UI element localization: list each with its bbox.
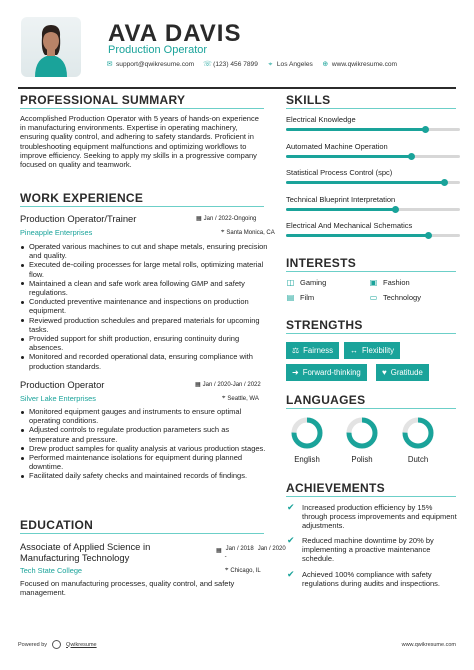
location-icon: ⌖ <box>268 61 273 68</box>
skill-label: Automated Machine Operation <box>286 142 388 151</box>
shopping-bag-icon: ▣ <box>369 278 378 287</box>
check-badge-icon: ✔ <box>287 535 295 545</box>
pin-icon: ⌖ <box>225 567 229 573</box>
language-level-ring <box>290 416 324 450</box>
email-icon: ✉ <box>106 61 113 68</box>
school-name: Tech State College <box>20 566 83 575</box>
language-level-ring <box>401 416 435 450</box>
skill-bar-fill <box>286 181 444 184</box>
skill-item <box>286 115 460 131</box>
skill-bar-dot <box>392 206 399 213</box>
job-company: Pineapple Enterprises <box>20 228 93 237</box>
achievement-item: ✔ Achieved 100% compliance with safety regulations during audits and inspections. <box>287 569 441 589</box>
job-bullet: Provided support for shift production, ensuring continuity during absences. <box>20 334 268 352</box>
interests-rule <box>286 271 456 272</box>
candidate-name: AVA DAVIS <box>108 20 242 47</box>
achievement-item: ✔ Reduced machine downtime by 20% by implementing a proactive maintenance schedule. <box>287 535 434 564</box>
education-text: Focused on manufacturing processes, quality control, and safety management. <box>20 579 235 598</box>
strength-tag: ♥ Gratitude <box>376 364 429 381</box>
calendar-icon: ▦ <box>216 548 222 554</box>
globe-icon: ⊕ <box>322 61 329 68</box>
summary-heading: PROFESSIONAL SUMMARY <box>20 93 186 107</box>
skill-label: Electrical And Mechanical Schematics <box>286 221 413 230</box>
job-bullet: Monitored equipment gauges and instruments to ensure optimal operating conditions. <box>20 407 268 425</box>
footer <box>18 640 456 649</box>
job-bullet: Executed de-coiling processes for large metal rolls, optimizing material flow. <box>20 260 268 278</box>
scale-icon: ⚖ <box>292 346 300 355</box>
job-bullet: Conducted preventive maintenance and inspections on production equipment. <box>20 297 268 315</box>
summary-text: Accomplished Production Operator with 5 years of hands-on experience in manufacturing environments. Expertise in operating machinery, ensuring quality control, and adhering to safety standards. Proficient in troubleshooting equipment malfunctions and optimizing workflows to improve efficiency. Seeking to apply my skills in a progressive company focused on quality and teamwork. <box>20 114 259 170</box>
language-label: Dutch <box>407 455 429 464</box>
language-label: Polish <box>351 455 373 464</box>
contact-phone[interactable]: ☏ (123) 456 7899 <box>203 61 258 68</box>
strength-tag: ⚖ Fairness <box>286 342 339 359</box>
strengths-rule <box>286 333 456 334</box>
interest-item: ▤ Film <box>286 293 315 302</box>
contact-location: ⌖ Los Angeles <box>268 61 313 68</box>
qwikresume-logo-icon <box>52 640 61 649</box>
skill-item <box>286 221 460 237</box>
check-badge-icon: ✔ <box>287 502 295 512</box>
degree-title: Associate of Applied Science in Manufacturing Technology <box>20 541 151 563</box>
interests-heading: INTERESTS <box>286 256 357 270</box>
job-company: Silver Lake Enterprises <box>20 394 96 403</box>
powered-by <box>18 640 97 649</box>
interest-item: ▭ Technology <box>369 293 421 302</box>
skill-bar-dot <box>441 179 448 186</box>
skill-bar <box>286 234 460 237</box>
contact-email[interactable]: ✉ support@qwikresume.com <box>106 61 195 68</box>
skill-bar <box>286 181 460 184</box>
language-item <box>398 416 438 464</box>
contact-bar <box>106 61 397 68</box>
summary-rule <box>20 108 264 109</box>
language-level-ring <box>345 416 379 450</box>
calendar-icon: ▦ <box>196 216 202 222</box>
job-bullet: Operated various machines to cut and shape metals, ensuring precision and quality. <box>20 242 268 260</box>
school-location: ⌖ Chicago, IL <box>225 567 261 574</box>
phone-icon: ☏ <box>203 61 212 68</box>
film-icon: ▤ <box>286 293 295 302</box>
skill-label: Statistical Process Control (spc) <box>286 168 393 177</box>
skill-item <box>286 142 460 158</box>
skill-label: Technical Blueprint Interpretation <box>286 195 396 204</box>
achievement-item: ✔ Increased production efficiency by 15% through process improvements and equipment adjustments. <box>287 502 457 531</box>
job-bullet: Monitored and recorded operational data, ensuring compliance with production standards. <box>20 352 268 370</box>
job-location: ⌖ Santa Monica, CA <box>221 229 275 236</box>
calendar-icon: ▦ <box>195 382 201 388</box>
arrow-right-icon: ➜ <box>292 368 299 377</box>
powered-label: Powered by <box>18 641 48 648</box>
job-bullet: Maintained a clean and safe work area following GMP and safety regulations. <box>20 279 268 297</box>
job-bullets <box>20 242 268 371</box>
job-bullets <box>20 407 268 481</box>
job-bullet: Reviewed production schedules and prepared materials for upcoming tasks. <box>20 316 268 334</box>
footer-site-link[interactable]: www.qwikresume.com <box>401 641 456 648</box>
experience-heading: WORK EXPERIENCE <box>20 191 144 205</box>
skill-bar-fill <box>286 234 429 237</box>
pin-icon: ⌖ <box>221 229 225 235</box>
education-heading: EDUCATION <box>20 518 94 532</box>
skill-bar-fill <box>286 208 396 211</box>
job-title: Production Operator/Trainer <box>20 213 137 224</box>
header-divider <box>18 87 456 89</box>
language-label: English <box>294 455 320 464</box>
skill-item <box>286 195 460 211</box>
skill-bar <box>286 155 460 158</box>
arrows-icon: ↔ <box>350 346 358 355</box>
job-bullet: Performed maintenance isolations for equipment during planned downtime. <box>20 453 268 471</box>
languages-heading: LANGUAGES <box>286 393 366 407</box>
languages-rule <box>286 408 456 409</box>
gamepad-icon: ◫ <box>286 278 295 287</box>
experience-rule <box>20 206 264 207</box>
language-item <box>287 416 327 464</box>
interest-item: ◫ Gaming <box>286 278 327 287</box>
skills-heading: SKILLS <box>286 93 331 107</box>
skill-bar <box>286 208 460 211</box>
pin-icon: ⌖ <box>222 395 226 401</box>
skill-bar-fill <box>286 155 411 158</box>
achievements-rule <box>286 496 456 497</box>
laptop-icon: ▭ <box>369 293 378 302</box>
job-title: Production Operator <box>20 379 105 390</box>
interest-item: ▣ Fashion <box>369 278 410 287</box>
strengths-heading: STRENGTHS <box>286 318 363 332</box>
job-location: ⌖ Seattle, WA <box>222 395 259 402</box>
heart-hands-icon: ♥ <box>382 368 387 377</box>
language-item <box>342 416 382 464</box>
skill-bar-fill <box>286 128 425 131</box>
candidate-role: Production Operator <box>108 44 208 56</box>
job-dates: ▦ Jan / 2022-Ongoing <box>196 215 257 222</box>
achievements-heading: ACHIEVEMENTS <box>286 481 385 495</box>
skill-bar-dot <box>408 153 415 160</box>
strength-tag: ↔ Flexibility <box>344 342 400 359</box>
brand-link[interactable]: Qwikresume <box>66 641 97 648</box>
skill-label: Electrical Knowledge <box>286 115 356 124</box>
job-bullet: Drew product samples for quality analysis at various production stages. <box>20 444 268 453</box>
skills-rule <box>286 108 456 109</box>
job-bullet: Facilitated daily safety checks and maintained records of findings. <box>20 471 268 480</box>
education-rule <box>20 533 264 534</box>
check-badge-icon: ✔ <box>287 569 295 579</box>
contact-website[interactable]: ⊕ www.qwikresume.com <box>322 61 398 68</box>
job-dates: ▦ Jan / 2020-Jan / 2022 <box>195 381 261 388</box>
education-dates: ▦ Jan / 2018 - Jan / 2020 <box>216 546 286 560</box>
profile-photo <box>21 17 81 77</box>
skill-bar-dot <box>422 126 429 133</box>
job-bullet: Adjusted controls to regulate production parameters such as temperature and pressure. <box>20 425 268 443</box>
strength-tag: ➜ Forward-thinking <box>286 364 367 381</box>
skill-bar <box>286 128 460 131</box>
skill-item <box>286 168 460 184</box>
skill-bar-dot <box>425 232 432 239</box>
